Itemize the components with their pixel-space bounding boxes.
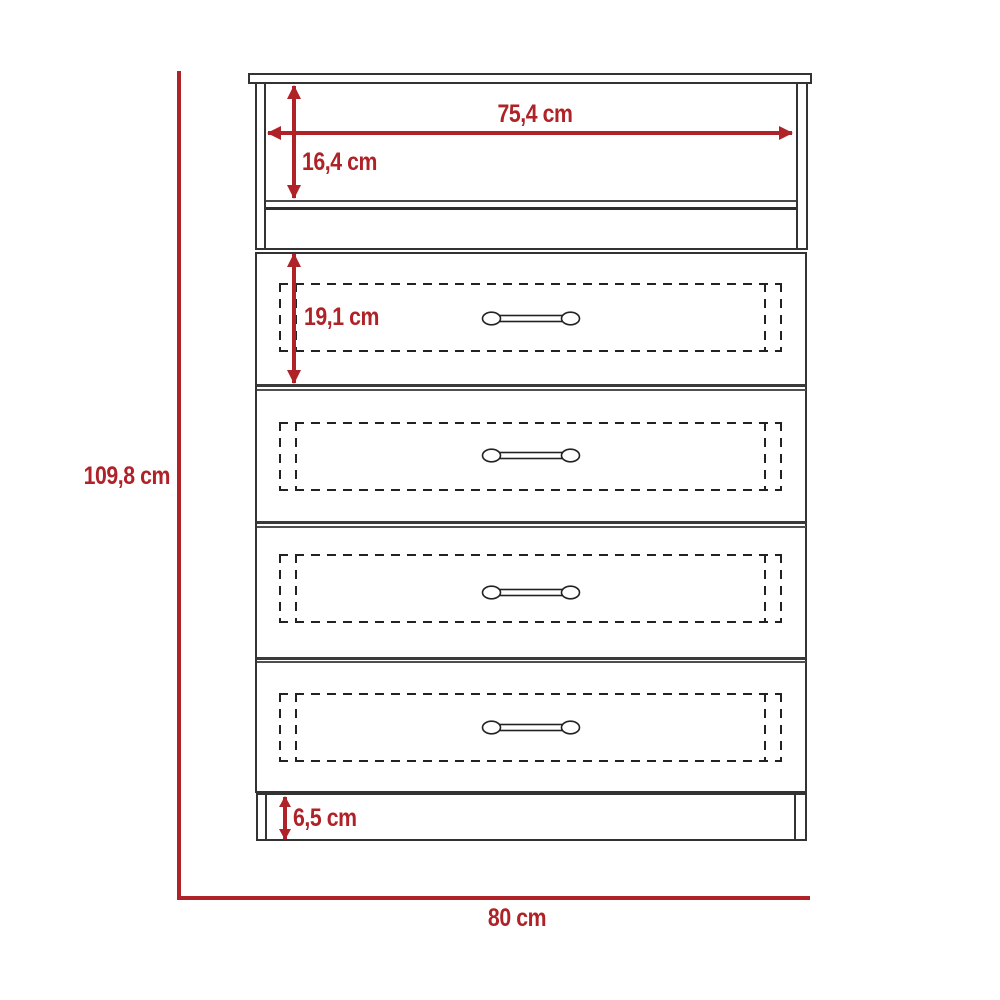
shelf-height-arrow [292, 86, 296, 198]
total-width-label: 80 cm [487, 904, 547, 932]
total-height-dimension-line [177, 71, 181, 900]
divider-drawer1-2 [257, 384, 806, 387]
divider-drawer3-4-lower [257, 661, 806, 663]
drawer-handle-icon [481, 584, 581, 601]
inner-width-arrow [268, 131, 792, 135]
shelf-height-label: 16,4 cm [302, 148, 378, 176]
base-height-label: 6,5 cm [293, 804, 357, 832]
divider-drawer2-3 [257, 521, 806, 524]
plinth-inset-left [265, 795, 267, 839]
total-height-label: 109,8 cm [83, 462, 170, 490]
base-height-arrow [283, 797, 287, 839]
right-side-panel [796, 84, 808, 249]
shelf-board-bottom-line [266, 207, 796, 210]
drawer-height-label: 19,1 cm [304, 303, 380, 331]
drawer-handle-icon [481, 310, 581, 327]
left-side-panel [255, 84, 266, 249]
total-width-dimension-line [177, 896, 810, 900]
dresser-top-board [248, 73, 812, 84]
plinth-inset-right [794, 795, 796, 839]
drawer-height-arrow [292, 254, 296, 383]
drawer-handle-icon [481, 447, 581, 464]
top-section-bottom-rail [255, 248, 808, 250]
inner-width-label: 75,4 cm [497, 100, 573, 128]
divider-drawer1-2-lower [257, 389, 806, 391]
shelf-board-top-line [266, 200, 796, 202]
divider-drawer3-4 [257, 657, 806, 660]
drawer-handle-icon [481, 719, 581, 736]
divider-drawer2-3-lower [257, 526, 806, 528]
